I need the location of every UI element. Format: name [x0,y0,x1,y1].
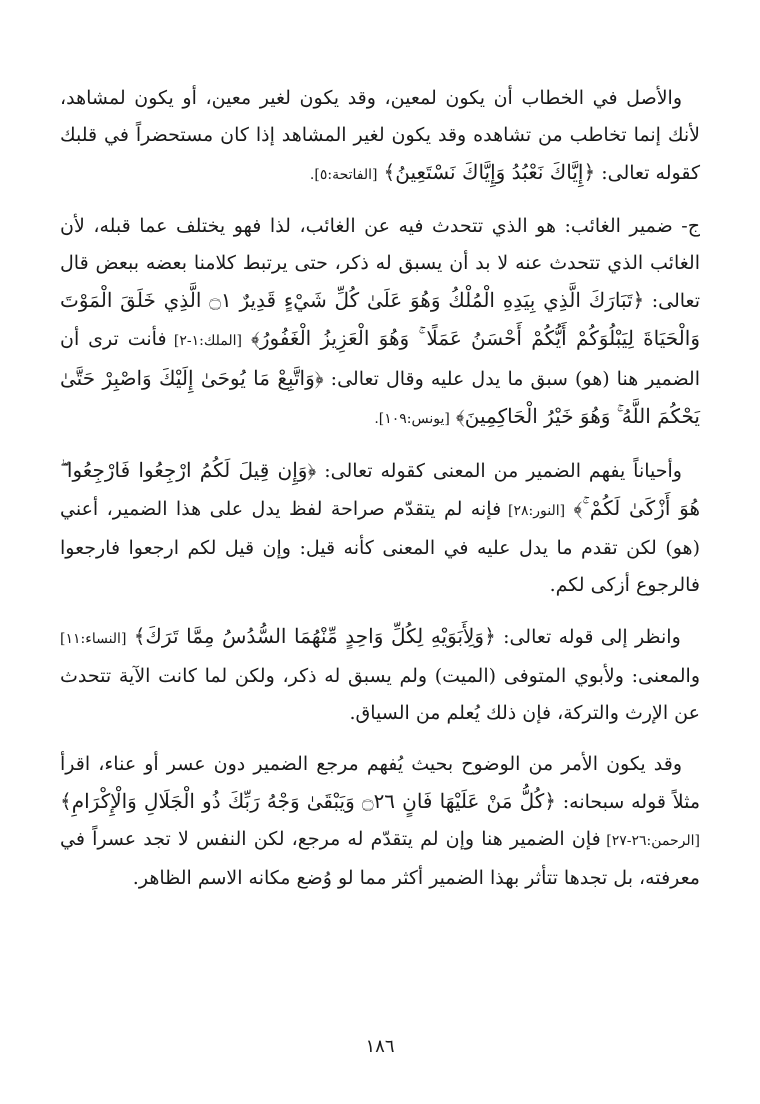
paragraph-text: وقد يكون الأمر من الوضوح بحيث يُفهم مرجع الضمير دون عسر أو عناء، اقرأ مثلاً قوله سبحانه: [60,753,701,813]
quran-verse: ﴿وَلِأَبَوَيْهِ لِكُلِّ وَاحِدٍ مِّنْهُمَا السُّدُسُ مِمَّا تَرَكَ﴾ [133,624,496,648]
verse-reference: [الملك:١-٢] [166,333,243,349]
verse-reference: [يونس:١٠٩]. [374,411,450,427]
paragraph-text: ج- ضمير الغائب: هو الذي تتحدث فيه عن الغائب، لذا فهو يختلف عما قبله، لأن الغائب الذي تتحدث عنه لا بد أن يسبق له ذكر، حتى يرتبط كلامنا بعضه ببعض قال تعالى: [60,215,701,312]
quran-verse: ﴿وَإِن قِيلَ لَكُمُ ارْجِعُوا فَارْجِعُوا ۖ هُوَ أَزْكَىٰ لَكُمْ ۚ﴾ [60,458,700,520]
quran-verse: ﴿كُلُّ مَنْ عَلَيْهَا فَانٍ ۝٢٦ وَيَبْقَىٰ وَجْهُ رَبِّكَ ذُو الْجَلَالِ وَالْإِكْرَامِ﴾ [60,789,556,813]
paragraph-clear-reference [60,746,700,897]
paragraph-text: والمعنى: ولأبوي المتوفى (الميت) ولم يسبق له ذكر، ولكن لما كانت الآية تتحدث عن الإرث والتركة، فإن ذلك يُعلم من السياق. [60,665,700,724]
paragraph-text: وأحياناً يفهم الضمير من المعنى كقوله تعالى: [316,460,682,482]
paragraph-text: فإن الضمير هنا وإن لم يتقدّم له مرجع، لكن النفس لا تجد عسراً في معرفته، بل تجدها تتأثر بهذا الضمير أكثر مما لو وُضع مكانه الاسم الظاهر. [60,828,700,889]
page-number: ١٨٦ [365,1036,395,1057]
quran-verse: ﴿وَاتَّبِعْ مَا يُوحَىٰ إِلَيْكَ وَاصْبِرْ حَتَّىٰ يَحْكُمَ اللَّهُ ۚ وَهُوَ خَيْرُ الْحَاكِمِينَ﴾ [60,366,700,428]
quran-verse: ﴿تَبَارَكَ الَّذِي بِيَدِهِ الْمُلْكُ وَهُوَ عَلَىٰ كُلِّ شَيْءٍ قَدِيرٌ ۝١ الَّذِي خَلَقَ الْمَوْتَ وَالْحَيَاةَ لِيَبْلُوَكُمْ أَيُّكُمْ أَحْسَنُ عَمَلًا ۚ وَهُوَ الْعَزِيزُ الْغَفُورُ﴾ [60,288,700,350]
verse-reference: [النور:٢٨] [501,503,566,519]
verse-reference: [النساء:١١] [60,631,127,647]
paragraph-text: وانظر إلى قوله تعالى: [495,626,681,648]
paragraph-text: والأصل في الخطاب أن يكون لمعين، وقد يكون لغير معين، أو يكون لمشاهد، لأنك إنما تخاطب من تشاهده وقد يكون لغير المشاهد إذا كان مستحضراً في قلبك كقوله تعالى: [60,87,700,184]
paragraph-text: فأنت ترى أن الضمير هنا (هو) سبق ما يدل عليه وقال تعالى: [60,328,700,390]
verse-reference: [الفاتحة:٥]. [309,167,378,183]
paragraph-address-forms [60,80,700,194]
paragraph-context-pronoun [60,618,700,732]
page-body [60,80,700,911]
paragraph-third-person-pronoun [60,208,700,438]
verse-reference: [الرحمن:٢٦-٢٧] [600,833,700,849]
paragraph-text: فإنه لم يتقدّم صراحة لفظ يدل على هذا الضمير، أعني (هو) لكن تقدم ما يدل عليه في المعنى كأنه قيل: وإن قيل لكم ارجعوا فارجعوا فالرجوع أزكى لكم. [60,498,700,596]
paragraph-implied-pronoun [60,452,700,604]
quran-verse: ﴿إِيَّاكَ نَعْبُدُ وَإِيَّاكَ نَسْتَعِينُ﴾ [383,160,596,184]
